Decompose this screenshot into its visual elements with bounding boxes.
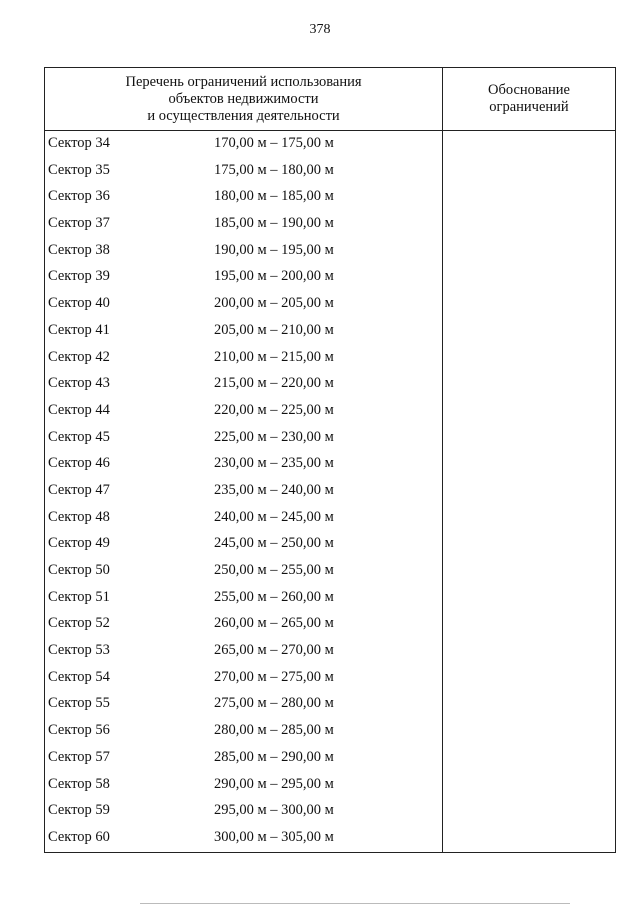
distance-range: 265,00 м – 270,00 м (214, 642, 334, 659)
header-right-line: ограничений (489, 99, 569, 115)
table-row (45, 825, 442, 852)
table-row (45, 425, 442, 452)
sector-label: Сектор 38 (48, 241, 110, 258)
sector-label: Сектор 48 (48, 508, 110, 525)
sector-label: Сектор 43 (48, 375, 110, 392)
table-row (45, 238, 442, 265)
header-left-line: объектов недвижимости (168, 90, 319, 107)
header-right-line: Обоснование (488, 82, 570, 98)
distance-range: 195,00 м – 200,00 м (214, 268, 334, 285)
sector-label: Сектор 59 (48, 802, 110, 819)
distance-range: 245,00 м – 250,00 м (214, 535, 334, 552)
distance-range: 240,00 м – 245,00 м (214, 508, 334, 525)
sector-label: Сектор 34 (48, 135, 110, 151)
distance-range: 225,00 м – 230,00 м (214, 428, 334, 445)
table-body (45, 131, 442, 852)
sector-label: Сектор 36 (48, 188, 110, 205)
table-row (45, 451, 442, 478)
table-row (45, 745, 442, 772)
table-row (45, 718, 442, 745)
sector-label: Сектор 46 (48, 455, 110, 472)
sector-label: Сектор 54 (48, 668, 110, 685)
table-row (45, 798, 442, 825)
distance-range: 200,00 м – 205,00 м (214, 295, 334, 312)
table-row (45, 371, 442, 398)
sector-label: Сектор 49 (48, 535, 110, 552)
table-row (45, 505, 442, 532)
sector-label: Сектор 52 (48, 615, 110, 632)
table-row (45, 291, 442, 318)
sector-label: Сектор 55 (48, 695, 110, 712)
table-row (45, 665, 442, 692)
distance-range: 300,00 м – 305,00 м (214, 828, 334, 845)
distance-range: 185,00 м – 190,00 м (214, 215, 334, 232)
distance-range: 260,00 м – 265,00 м (214, 615, 334, 632)
table-row (45, 318, 442, 345)
distance-range: 290,00 м – 295,00 м (214, 775, 334, 792)
distance-range: 175,00 м – 180,00 м (214, 161, 334, 178)
sector-label: Сектор 57 (48, 748, 110, 765)
table-row (45, 772, 442, 799)
sector-label: Сектор 47 (48, 481, 110, 498)
distance-range: 280,00 м – 285,00 м (214, 722, 334, 739)
table-row (45, 158, 442, 185)
restrictions-table (44, 67, 616, 853)
table-row (45, 264, 442, 291)
distance-range: 295,00 м – 300,00 м (214, 802, 334, 819)
table-row (45, 131, 442, 158)
header-restrictions-list (45, 68, 442, 130)
page-number: 378 (309, 22, 331, 37)
distance-range: 210,00 м – 215,00 м (214, 348, 334, 365)
table-row (45, 558, 442, 585)
table-row (45, 211, 442, 238)
table-row (45, 531, 442, 558)
distance-range: 215,00 м – 220,00 м (214, 375, 334, 392)
distance-range: 170,00 м – 175,00 м (214, 135, 334, 151)
distance-range: 275,00 м – 280,00 м (214, 695, 334, 712)
distance-range: 205,00 м – 210,00 м (214, 321, 334, 338)
distance-range: 180,00 м – 185,00 м (214, 188, 334, 205)
distance-range: 250,00 м – 255,00 м (214, 562, 334, 578)
table-row (45, 611, 442, 638)
sector-label: Сектор 51 (48, 588, 110, 605)
distance-range: 190,00 м – 195,00 м (214, 241, 334, 258)
distance-range: 255,00 м – 260,00 м (214, 588, 334, 605)
table-header (45, 68, 615, 131)
bottom-rule (140, 903, 570, 904)
table-row (45, 691, 442, 718)
sector-label: Сектор 58 (48, 775, 110, 792)
table-row (45, 478, 442, 505)
sector-label: Сектор 35 (48, 161, 110, 178)
header-left-line: Перечень ограничений использования (125, 73, 362, 90)
distance-range: 270,00 м – 275,00 м (214, 668, 334, 685)
table-row (45, 345, 442, 372)
sector-label: Сектор 44 (48, 401, 110, 418)
distance-range: 220,00 м – 225,00 м (214, 401, 334, 418)
distance-range: 285,00 м – 290,00 м (214, 748, 334, 765)
distance-range: 235,00 м – 240,00 м (214, 481, 334, 498)
table-row (45, 585, 442, 612)
sector-label: Сектор 39 (48, 268, 110, 285)
sector-label: Сектор 45 (48, 428, 110, 445)
sector-label: Сектор 40 (48, 295, 110, 312)
sector-label: Сектор 41 (48, 321, 110, 338)
column-divider (442, 130, 443, 852)
header-justification (442, 68, 615, 130)
sector-label: Сектор 53 (48, 642, 110, 659)
table-row (45, 398, 442, 425)
sector-label: Сектор 60 (48, 828, 110, 845)
table-row (45, 638, 442, 665)
header-left-line: и осуществления деятельности (147, 107, 340, 124)
table-row (45, 184, 442, 211)
distance-range: 230,00 м – 235,00 м (214, 455, 334, 472)
sector-label: Сектор 50 (48, 562, 110, 578)
sector-label: Сектор 42 (48, 348, 110, 365)
sector-label: Сектор 56 (48, 722, 110, 739)
sector-label: Сектор 37 (48, 215, 110, 232)
